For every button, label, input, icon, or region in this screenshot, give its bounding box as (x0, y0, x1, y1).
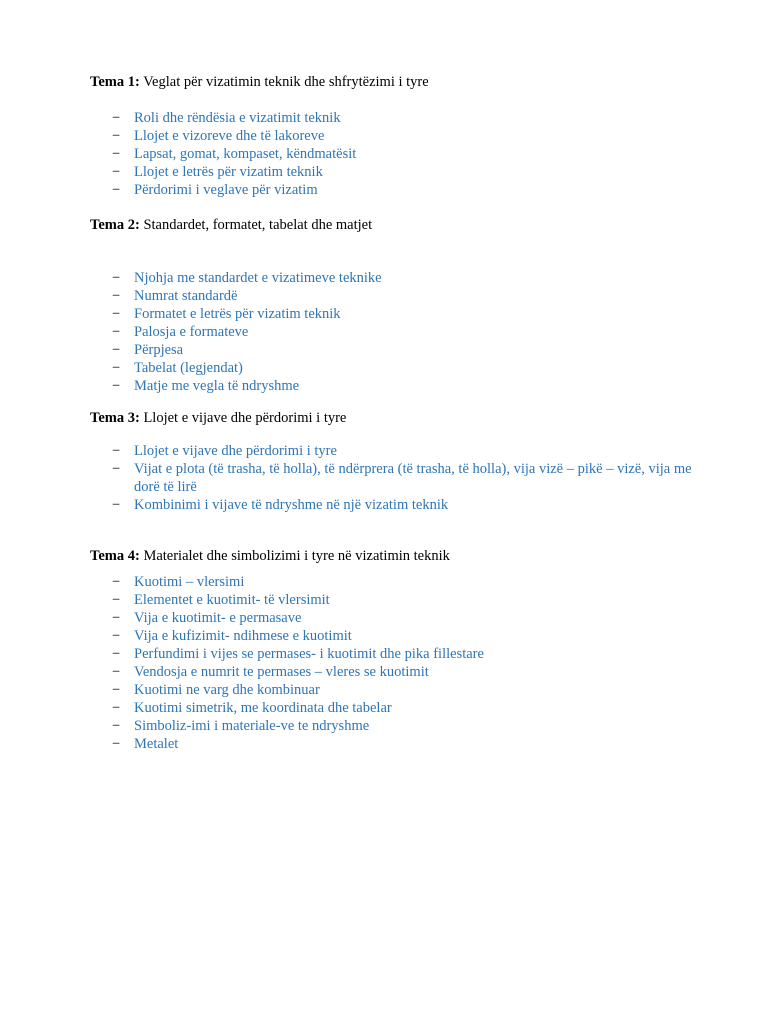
bullet-dash: − (112, 628, 121, 644)
list-item (112, 442, 712, 460)
bullet-dash: − (112, 306, 121, 322)
bullet-dash: − (112, 342, 121, 358)
bullet-dash: − (112, 360, 121, 376)
theme-4-heading (90, 547, 450, 565)
topic-text: Elementet e kuotimit- të vlersimit (134, 592, 330, 608)
theme-3-label: Tema 3: (90, 410, 140, 426)
bullet-dash: − (112, 128, 121, 144)
list-item (112, 663, 712, 681)
list-item (112, 359, 712, 377)
topic-text: Vija e kuotimit- e permasave (134, 610, 302, 626)
bullet-dash: − (112, 736, 121, 752)
topic-text: Kuotimi ne varg dhe kombinuar (134, 682, 320, 698)
bullet-dash: − (112, 146, 121, 162)
list-item (112, 127, 712, 145)
topic-text: Formatet e letrës për vizatim teknik (134, 306, 341, 322)
theme-3-title: Llojet e vijave dhe përdorimi i tyre (143, 410, 347, 426)
theme-2-title: Standardet, formatet, tabelat dhe matjet (143, 217, 373, 233)
topic-text: Kombinimi i vijave të ndryshme në një vizatim teknik (134, 497, 449, 513)
theme-2-heading (90, 216, 372, 234)
list-item (112, 496, 712, 514)
bullet-dash: − (112, 700, 121, 716)
theme-1-topic-list (112, 109, 712, 199)
bullet-dash: − (112, 610, 121, 626)
topic-text: Tabelat (legjendat) (134, 360, 243, 376)
theme-4-title: Materialet dhe simbolizimi i tyre në vizatimin teknik (143, 548, 450, 564)
bullet-dash: − (112, 378, 121, 394)
list-item (112, 163, 712, 181)
topic-text: Kuotimi – vlersimi (134, 574, 245, 590)
theme-2-topic-list (112, 269, 712, 395)
theme-3-heading (90, 409, 346, 427)
list-item (112, 591, 712, 609)
list-item (112, 645, 712, 663)
list-item (112, 269, 712, 287)
topic-text: Vija e kufizimit- ndihmese e kuotimit (134, 628, 352, 644)
topic-text: Roli dhe rëndësia e vizatimit teknik (134, 110, 341, 126)
topic-text: Njohja me standardet e vizatimeve teknike (134, 270, 382, 286)
list-item (112, 460, 712, 496)
topic-text: Kuotimi simetrik, me koordinata dhe tabelar (134, 700, 392, 716)
theme-1-title: Veglat për vizatimin teknik dhe shfrytëzimi i tyre (143, 74, 429, 90)
topic-text: Llojet e vijave dhe përdorimi i tyre (134, 443, 337, 459)
theme-1-label: Tema 1: (90, 74, 140, 90)
topic-text: Numrat standardë (134, 288, 238, 304)
bullet-dash: − (112, 164, 121, 180)
list-item (112, 287, 712, 305)
list-item (112, 377, 712, 395)
list-item (112, 627, 712, 645)
bullet-dash: − (112, 110, 121, 126)
topic-text: Përdorimi i veglave për vizatim (134, 182, 318, 198)
theme-1-heading (90, 73, 429, 91)
bullet-dash: − (112, 497, 121, 513)
topic-text: Lapsat, gomat, kompaset, këndmatësit (134, 146, 357, 162)
list-item (112, 305, 712, 323)
list-item (112, 573, 712, 591)
list-item (112, 735, 712, 753)
bullet-dash: − (112, 182, 121, 198)
theme-4-label: Tema 4: (90, 548, 140, 564)
bullet-dash: − (112, 646, 121, 662)
bullet-dash: − (112, 574, 121, 590)
theme-4-topic-list (112, 573, 712, 753)
bullet-dash: − (112, 592, 121, 608)
bullet-dash: − (112, 461, 121, 477)
bullet-dash: − (112, 443, 121, 459)
topic-text: Vijat e plota (të trasha, të holla), të ndërprera (të trasha, të holla), vija vizë – pikë – vizë, vija me dorë të lirë (134, 461, 692, 495)
bullet-dash: − (112, 682, 121, 698)
bullet-dash: − (112, 664, 121, 680)
list-item (112, 145, 712, 163)
topic-text: Perfundimi i vijes se permases- i kuotimit dhe pika fillestare (134, 646, 484, 662)
topic-text: Palosja e formateve (134, 324, 249, 340)
list-item (112, 717, 712, 735)
list-item (112, 681, 712, 699)
bullet-dash: − (112, 718, 121, 734)
topic-text: Llojet e vizoreve dhe të lakoreve (134, 128, 325, 144)
list-item (112, 323, 712, 341)
list-item (112, 341, 712, 359)
list-item (112, 699, 712, 717)
topic-text: Metalet (134, 736, 179, 752)
bullet-dash: − (112, 270, 121, 286)
theme-3-topic-list (112, 442, 712, 514)
topic-text: Simboliz-imi i materiale-ve te ndryshme (134, 718, 370, 734)
topic-text: Vendosja e numrit te permases – vleres se kuotimit (134, 664, 429, 680)
list-item (112, 181, 712, 199)
list-item (112, 109, 712, 127)
bullet-dash: − (112, 288, 121, 304)
theme-2-label: Tema 2: (90, 217, 140, 233)
list-item (112, 609, 712, 627)
bullet-dash: − (112, 324, 121, 340)
topic-text: Matje me vegla të ndryshme (134, 378, 300, 394)
topic-text: Përpjesa (134, 342, 184, 358)
topic-text: Llojet e letrës për vizatim teknik (134, 164, 323, 180)
